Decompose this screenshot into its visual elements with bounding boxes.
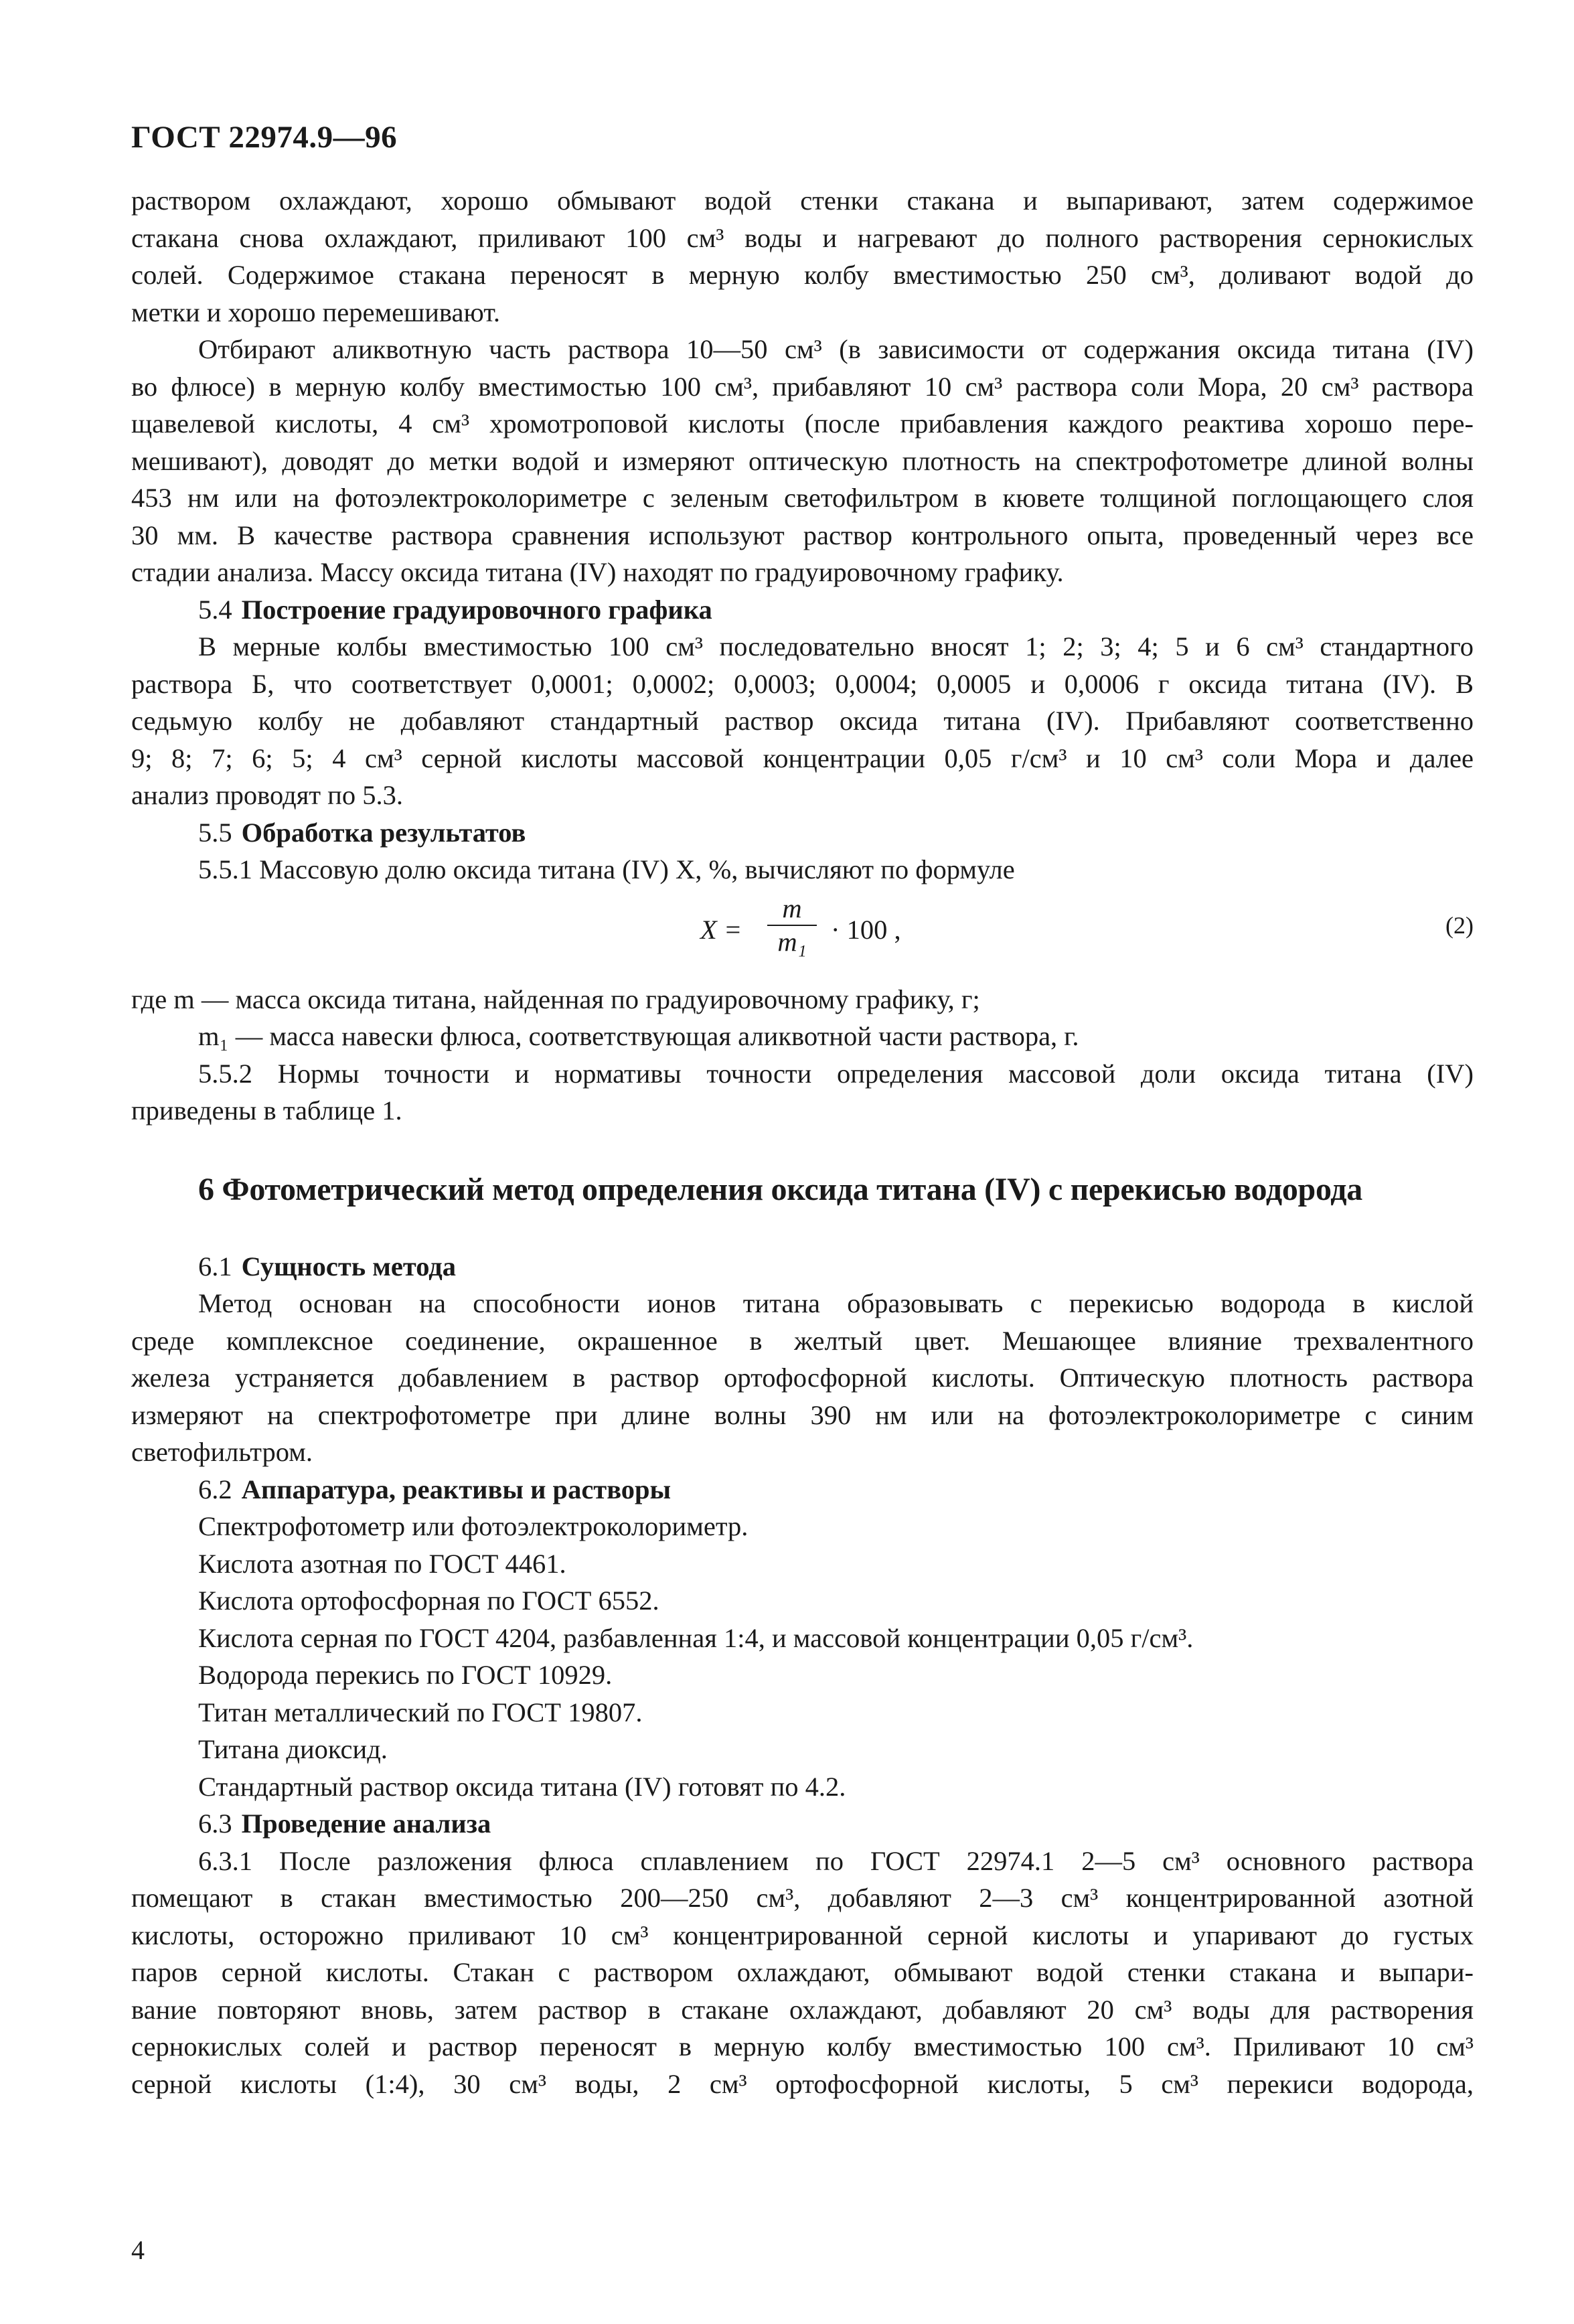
text-line: 6.3.1 После разложения флюса сплавлением по ГОСТ 22974.1 2—5 см³ основного раствора [198, 1845, 1474, 1876]
text-line: Отбирают аликвотную часть раствора 10—50 см³ (в зависимости от содержания оксида титана (IV) [198, 334, 1474, 364]
list-item: Водорода перекись по ГОСТ 10929. [198, 1660, 613, 1690]
text-line: 5.5.2 Нормы точности и нормативы точности определения массовой доли оксида титана (IV) [198, 1058, 1474, 1089]
list-item: Стандартный раствор оксида титана (IV) готовят по 4.2. [198, 1771, 846, 1802]
text-line: железа устраняется добавлением в раствор ортофосфорной кислоты. Оптическую плотность раствора [131, 1363, 1474, 1393]
text-line: приведены в таблице 1. [131, 1095, 402, 1126]
paragraph-aliquot [131, 331, 1474, 591]
subsection-title: Построение градуировочного графика [241, 594, 712, 625]
paragraph-calibration [131, 628, 1474, 814]
text-line: кислоты, осторожно приливают 10 см³ концентрированной серной кислоты и упаривают до густых [131, 1920, 1474, 1950]
paragraph-method-essence [131, 1285, 1474, 1471]
text-line: раствором охлаждают, хорошо обмывают водой стенки стакана и выпаривают, затем содержимое [131, 185, 1474, 216]
subsection-6-1-heading [131, 1248, 1474, 1286]
text-line: во флюсе) в мерную колбу вместимостью 100 см³, прибавляют 10 см³ раствора соли Мора, 20 см³ раствора [131, 371, 1474, 402]
subsection-number: 5.4 [198, 594, 232, 625]
text-line: В мерные колбы вместимостью 100 см³ последовательно вносят 1; 2; 3; 4; 5 и 6 см³ стандартного [198, 631, 1474, 662]
text-line: 30 мм. В качестве раствора сравнения используют раствор контрольного опыта, проведенный через все [131, 520, 1474, 550]
text-line: солей. Содержимое стакана переносят в мерную колбу вместимостью 250 см³, доливают водой до [131, 260, 1474, 290]
reagents-list [131, 1508, 1474, 1805]
text-line: щавелевой кислоты, 4 см³ хромотроповой кислоты (после прибавления каждого реактива хорошо пере- [131, 408, 1474, 439]
text-line: вание повторяют вновь, затем раствор в стакане охлаждают, добавляют 20 см³ воды для растворения [131, 1994, 1474, 2025]
text-line: мешивают), доводят до метки водой и измеряют оптическую плотность на спектрофотометре длиной волны [131, 445, 1474, 476]
list-item: Титан металлический по ГОСТ 19807. [198, 1697, 643, 1727]
legend-line: где m — масса оксида титана, найденная по градуировочному графику, г; [131, 984, 980, 1014]
text-line: паров серной кислоты. Стакан с раствором охлаждают, обмывают водой стенки стакана и выпари- [131, 1957, 1474, 1987]
formula-numerator: m [782, 893, 802, 923]
formula-lhs: X = [700, 914, 742, 945]
text-line: стадии анализа. Массу оксида титана (IV) находят по градуировочному графику. [131, 557, 1064, 587]
document-code-header: ГОСТ 22974.9—96 [131, 120, 398, 155]
text-line: Метод основан на способности ионов титана образовывать с перекисью водорода в кислой [198, 1288, 1474, 1318]
text-line: сернокислых солей и раствор переносят в мерную колбу вместимостью 100 см³. Приливают 10 см³ [131, 2031, 1474, 2062]
text-line: анализ проводят по 5.3. [131, 780, 403, 810]
list-item: Кислота азотная по ГОСТ 4461. [198, 1548, 566, 1579]
subsection-5-4-heading [131, 591, 1474, 629]
equation-number: (2) [1445, 911, 1474, 939]
list-item: Титана диоксид. [198, 1734, 388, 1764]
paragraph-5-5-1 [131, 851, 1474, 888]
text-line: 5.5.1 Массовую долю оксида титана (IV) X, %, вычисляют по формуле [198, 854, 1015, 884]
page-number: 4 [131, 2235, 145, 2265]
list-item: Кислота серная по ГОСТ 4204, разбавленная 1:4, и массовой концентрации 0,05 г/см³. [198, 1622, 1194, 1653]
subsection-number: 6.1 [198, 1251, 232, 1282]
text-line: метки и хорошо перемешивают. [131, 297, 501, 327]
text-line: помещают в стакан вместимостью 200—250 см³, добавляют 2—3 см³ концентрированной азотной [131, 1883, 1474, 1913]
subsection-6-3-heading [131, 1805, 1474, 1843]
text-line: среде комплексное соединение, окрашенное в желтый цвет. Мешающее влияние трехвалентного [131, 1325, 1474, 1356]
subsection-number: 6.3 [198, 1808, 232, 1839]
subsection-number: 6.2 [198, 1474, 232, 1504]
formula-fraction [762, 894, 822, 957]
subsection-title: Сущность метода [241, 1251, 457, 1282]
text-line: светофильтром. [131, 1437, 313, 1467]
text-line: серной кислоты (1:4), 30 см³ воды, 2 см³ ортофосфорной кислоты, 5 см³ перекиси водорода, [131, 2068, 1474, 2099]
legend-line: m₁ — масса навески флюса, соответствующая аликвотной части раствора, г. [198, 1021, 1079, 1051]
subsection-title: Проведение анализа [241, 1808, 491, 1839]
paragraph-6-3-1 [131, 1843, 1474, 2103]
paragraph-5-5-2 [131, 1055, 1474, 1130]
text-line: раствора Б, что соответствует 0,0001; 0,0002; 0,0003; 0,0004; 0,0005 и 0,0006 г оксида титана (IV). В [131, 668, 1474, 699]
text-line: седьмую колбу не добавляют стандартный раствор оксида титана (IV). Прибавляют соответственно [131, 706, 1474, 736]
subsection-title: Аппаратура, реактивы и растворы [241, 1474, 672, 1504]
subsection-number: 5.5 [198, 817, 232, 848]
list-item: Кислота ортофосфорная по ГОСТ 6552. [198, 1585, 659, 1616]
subsection-title: Обработка результатов [241, 817, 526, 848]
formula-denominator: m₁ [777, 926, 807, 957]
fraction-bar [767, 925, 817, 926]
formula-2 [131, 894, 1474, 973]
formula-legend [131, 981, 1474, 1055]
subsection-5-5-heading [131, 814, 1474, 852]
text-line: 453 нм или на фотоэлектроколориметре с зеленым светофильтром в кювете толщиной поглощающего слоя [131, 483, 1474, 513]
paragraph-continuation [131, 182, 1474, 331]
text-line: 9; 8; 7; 6; 5; 4 см³ серной кислоты массовой концентрации 0,05 г/см³ и 10 см³ соли Мора и далее [131, 743, 1474, 773]
formula-rhs: · 100 , [831, 914, 901, 945]
subsection-6-2-heading [131, 1471, 1474, 1508]
text-line: стакана снова охлаждают, приливают 100 см³ воды и нагревают до полного растворения сернокислых [131, 222, 1474, 253]
list-item: Спектрофотометр или фотоэлектроколориметр. [198, 1511, 749, 1541]
text-line: измеряют на спектрофотометре при длине волны 390 нм или на фотоэлектроколориметре с синим [131, 1399, 1474, 1430]
section-6-title: 6 Фотометрический метод определения оксида титана (IV) с перекисью водорода [198, 1171, 1362, 1207]
